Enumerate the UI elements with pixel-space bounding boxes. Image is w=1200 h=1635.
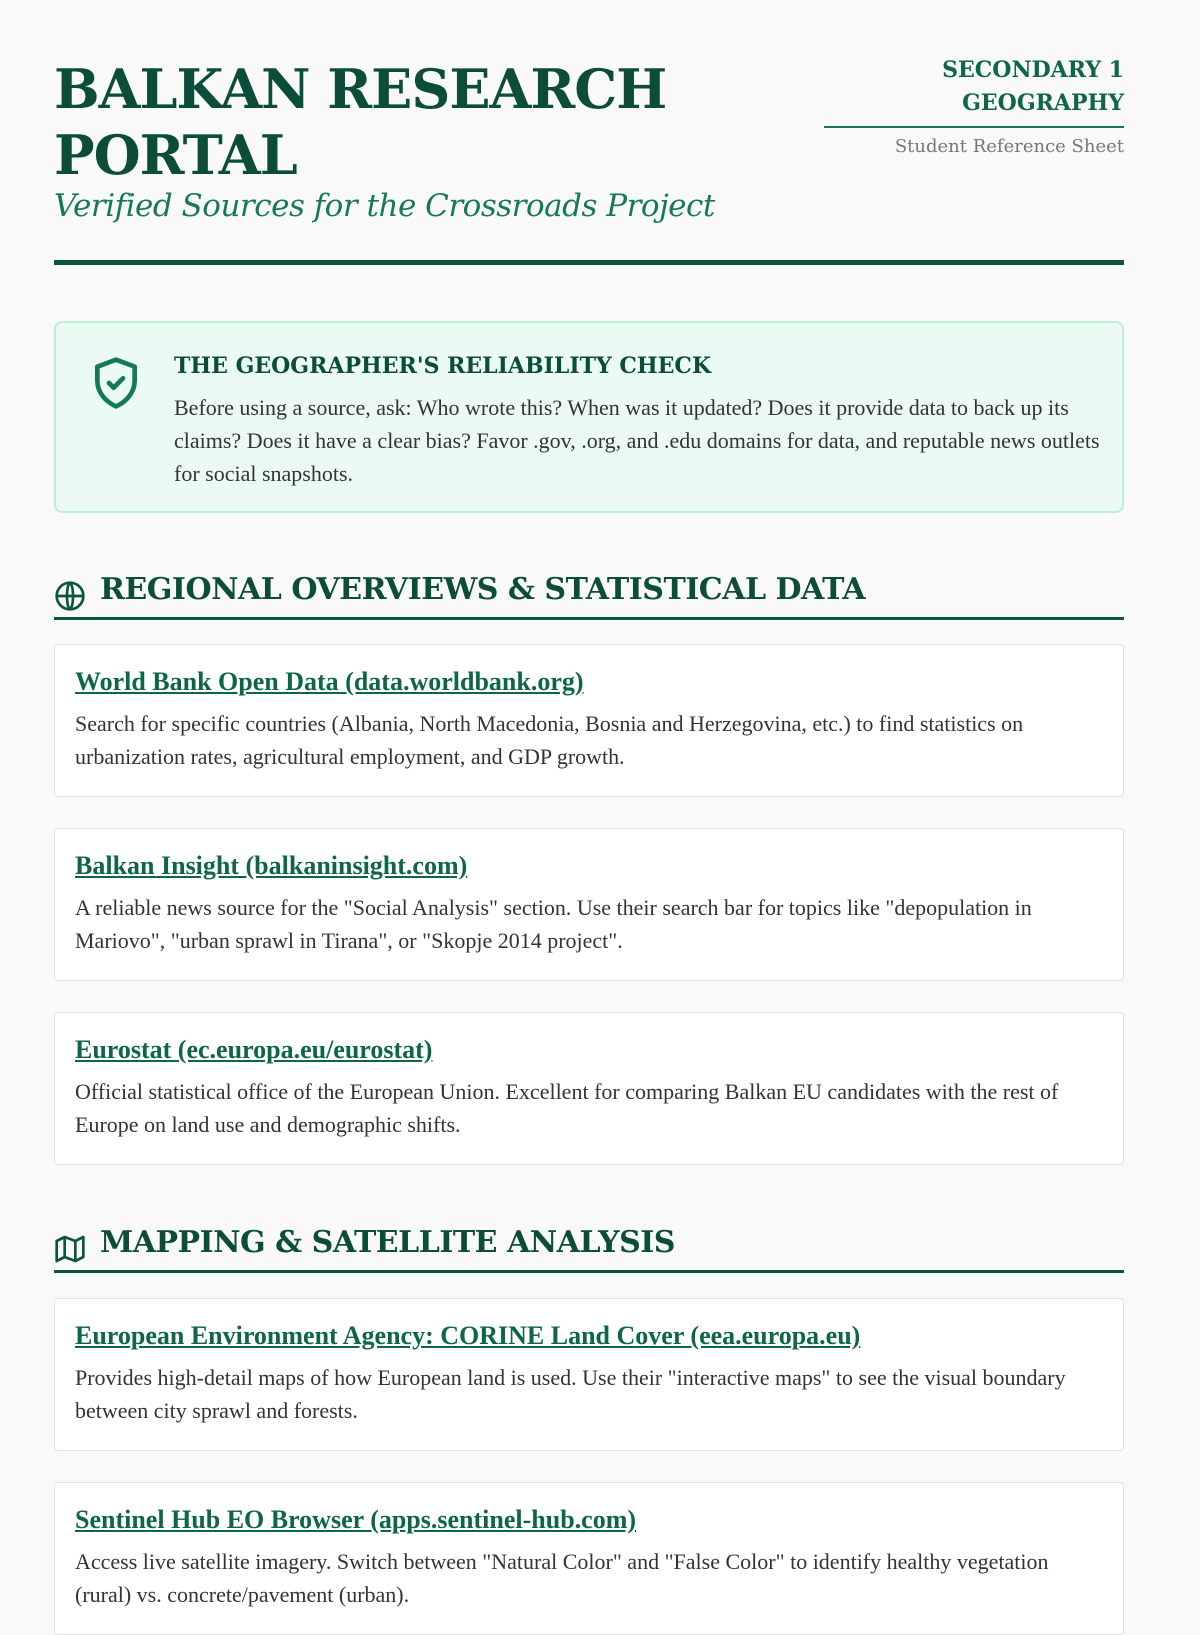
- map-icon: [54, 1233, 86, 1265]
- source-description: Search for specific countries (Albania, North Macedonia, Bosnia and Herzegovina, etc.) to find statistics on urbanization rates, agricultural employment, and GDP growth.: [75, 711, 1024, 769]
- source-description: Access live satellite imagery. Switch between "Natural Color" and "False Color" to identify healthy vegetation (rural) vs. concrete/pavement (urban).: [75, 1549, 1049, 1607]
- reliability-callout: [54, 321, 1124, 513]
- source-card: [54, 1482, 1124, 1635]
- source-link[interactable]: World Bank Open Data (data.worldbank.org): [75, 667, 584, 696]
- source-link[interactable]: Sentinel Hub EO Browser (apps.sentinel-hub.com): [75, 1505, 637, 1534]
- source-card: [54, 1012, 1124, 1165]
- source-link[interactable]: Balkan Insight (balkaninsight.com): [75, 851, 468, 880]
- source-card: [54, 644, 1124, 797]
- section-title: REGIONAL OVERVIEWS & STATISTICAL DATA: [100, 572, 866, 607]
- section-heading-mapping: [54, 1221, 1124, 1273]
- source-link[interactable]: Eurostat (ec.europa.eu/eurostat): [75, 1035, 433, 1064]
- source-description: A reliable news source for the "Social Analysis" section. Use their search bar for topics like "depopulation in Mariovo", "urban sprawl in Tirana", or "Skopje 2014 project".: [75, 895, 1032, 953]
- header: [54, 0, 1124, 265]
- section-heading-regional: [54, 568, 1124, 620]
- callout-title: THE GEOGRAPHER'S RELIABILITY CHECK: [174, 353, 712, 379]
- grade-label: SECONDARY 1 GEOGRAPHY: [824, 54, 1124, 128]
- section-title: MAPPING & SATELLITE ANALYSIS: [100, 1225, 675, 1260]
- page-subtitle: Verified Sources for the Crossroads Project: [54, 188, 715, 224]
- source-card: [54, 1298, 1124, 1451]
- source-description: Official statistical office of the European Union. Excellent for comparing Balkan EU candidates with the rest of Europe on land use and demographic shifts.: [75, 1079, 1059, 1137]
- source-card: [54, 828, 1124, 981]
- sheet-label: Student Reference Sheet: [894, 136, 1124, 157]
- page: [54, 0, 1124, 1607]
- globe-icon: [54, 580, 86, 612]
- shield-check-icon: [88, 351, 144, 415]
- header-meta: [824, 54, 1124, 157]
- callout-text: Before using a source, ask: Who wrote this? When was it updated? Does it provide data to back up its claims? Does it have a clear bias? Favor .gov, .org, and .edu domains for data, and reputable news outlets for social snapshots.: [174, 395, 1100, 486]
- source-description: Provides high-detail maps of how European land is used. Use their "interactive maps" to see the visual boundary between city sprawl and forests.: [75, 1365, 1066, 1423]
- page-title: BALKAN RESEARCH PORTAL: [54, 57, 667, 187]
- source-link[interactable]: European Environment Agency: CORINE Land Cover (eea.europa.eu): [75, 1321, 861, 1350]
